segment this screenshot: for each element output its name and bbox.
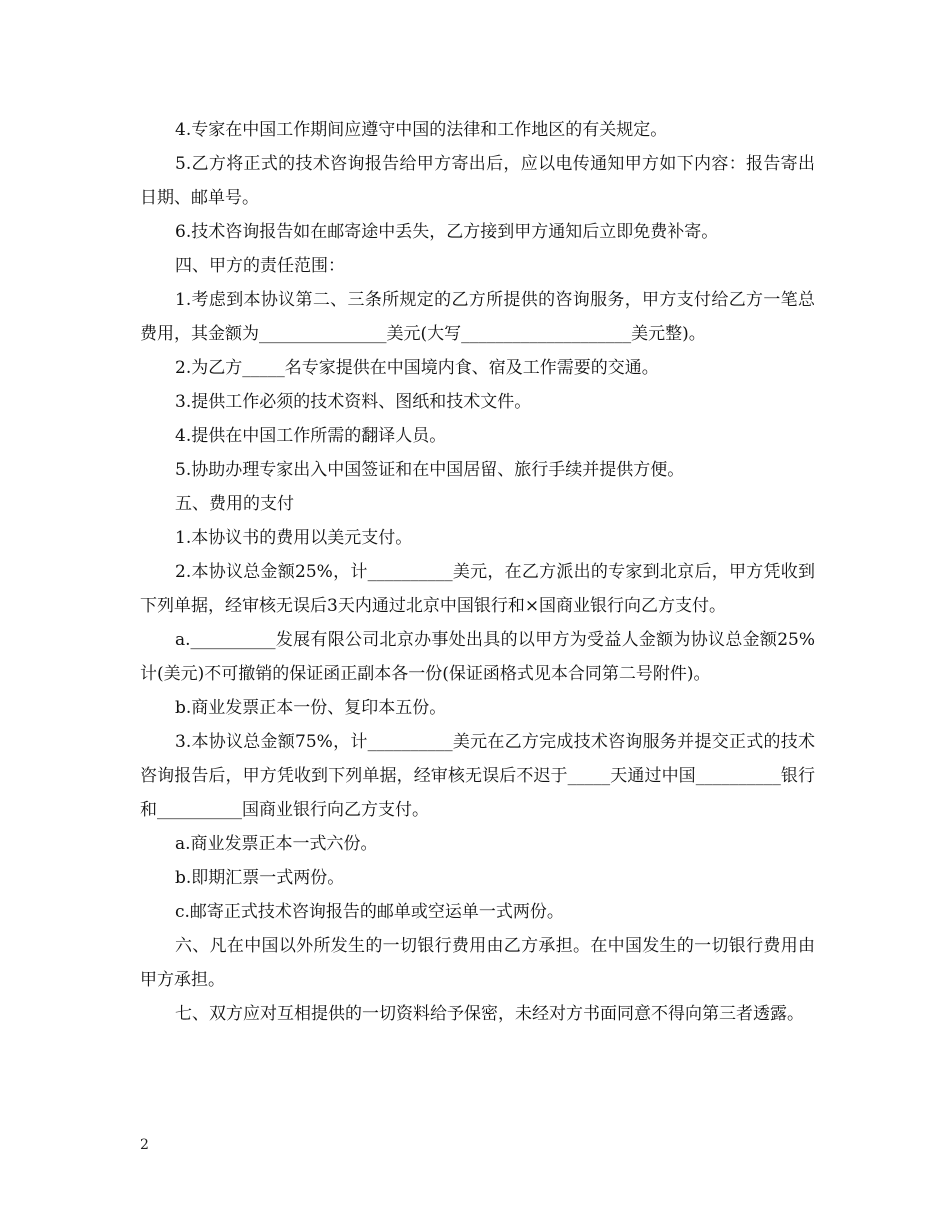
- clause-4-3: 3.提供工作必须的技术资料、图纸和技术文件。: [175, 392, 532, 412]
- page-number: 2: [140, 1137, 149, 1153]
- section-heading-5: 五、费用的支付: [175, 494, 294, 514]
- clause-5-3-a: a.商业发票正本一式六份。: [175, 834, 378, 854]
- clause-3-4: 4.专家在中国工作期间应遵守中国的法律和工作地区的有关规定。: [175, 120, 668, 140]
- section-6: 六、凡在中国以外所发生的一切银行费用由乙方承担。在中国发生的一切银行费用由甲方承担。: [140, 936, 815, 990]
- clause-5-1: 1.本协议书的费用以美元支付。: [175, 528, 413, 548]
- clause-3-6: 6.技术咨询报告如在邮寄途中丢失，乙方接到甲方通知后立即免费补寄。: [175, 222, 719, 242]
- clause-5-3-b: b.即期汇票一式两份。: [175, 868, 345, 888]
- clause-5-2-a: a.__________发展有限公司北京办事处出具的以甲方为受益人金额为协议总金额25%计(美元)不可撤销的保证函正副本各一份(保证函格式见本合同第二号附件)。: [140, 630, 815, 684]
- section-7: 七、双方应对互相提供的一切资料给予保密，未经对方书面同意不得向第三者透露。: [175, 1004, 804, 1024]
- clause-4-1: 1.考虑到本协议第二、三条所规定的乙方所提供的咨询服务，甲方支付给乙方一笔总费用，其金额为_______________美元(大写____________________美元整)。: [140, 290, 815, 344]
- clause-4-4: 4.提供在中国工作所需的翻译人员。: [175, 426, 447, 446]
- document-body: [140, 113, 815, 1031]
- clause-4-2: 2.为乙方_____名专家提供在中国境内食、宿及工作需要的交通。: [175, 358, 659, 378]
- clause-5-3-c: c.邮寄正式技术咨询报告的邮单或空运单一式两份。: [175, 902, 564, 922]
- clause-4-5: 5.协助办理专家出入中国签证和在中国居留、旅行手续并提供方便。: [175, 460, 685, 480]
- section-heading-4: 四、甲方的责任范围：: [175, 256, 345, 276]
- clause-3-5: 5.乙方将正式的技术咨询报告给甲方寄出后，应以电传通知甲方如下内容：报告寄出日期、邮单号。: [140, 154, 815, 208]
- clause-5-2: 2.本协议总金额25%，计__________美元，在乙方派出的专家到北京后，甲方凭收到下列单据，经审核无误后3天内通过北京中国银行和×国商业银行向乙方支付。: [140, 562, 815, 616]
- clause-5-2-b: b.商业发票正本一份、复印本五份。: [175, 698, 447, 718]
- clause-5-3: 3.本协议总金额75%，计__________美元在乙方完成技术咨询服务并提交正式的技术咨询报告后，甲方凭收到下列单据，经审核无误后不迟于_____天通过中国__________银行和__________国商业银行向乙方支付。: [140, 732, 815, 820]
